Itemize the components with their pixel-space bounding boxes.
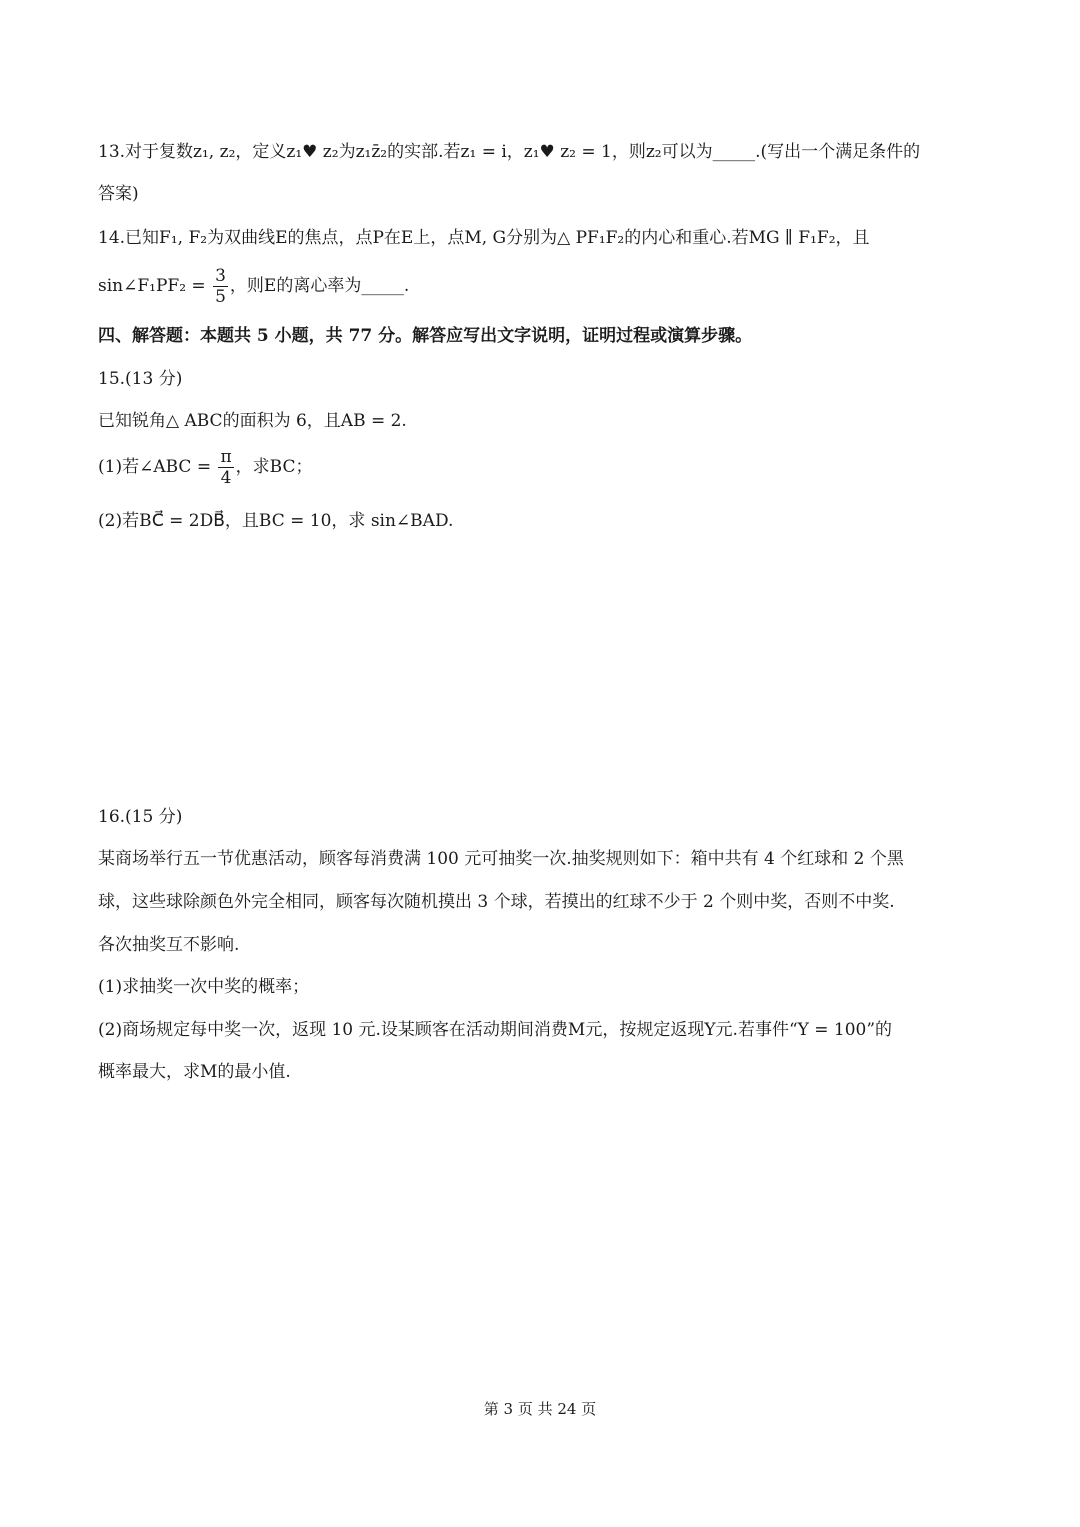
q15-frac-den: 4 xyxy=(220,468,232,488)
q16-part2-line2: 概率最大，求M的最小值. xyxy=(98,1062,291,1082)
q14-line2-prefix: sin∠F₁PF₂ = xyxy=(98,276,212,296)
q16-line1: 某商场举行五一节优惠活动，顾客每消费满 100 元可抽奖一次.抽奖规则如下：箱中共有 4 个红球和 2 个黑 xyxy=(98,849,904,869)
q16-label: 16.(15 分) xyxy=(98,807,183,827)
page-footer: 第 3 页 共 24 页 xyxy=(483,1400,597,1418)
q16-line3: 各次抽奖互不影响. xyxy=(98,935,240,955)
q14-frac-den: 5 xyxy=(215,287,226,307)
q15-fraction xyxy=(218,447,233,488)
section-heading: 四、解答题：本题共 5 小题，共 77 分。解答应写出文字说明，证明过程或演算步骤。 xyxy=(98,326,753,346)
q16-line2: 球，这些球除颜色外完全相同，顾客每次随机摸出 3 个球，若摸出的红球不少于 2 个则中奖，否则不中奖. xyxy=(98,892,895,912)
q15-part2: (2)若BC⃗ = 2DB⃗，且BC = 10，求 sin∠BAD. xyxy=(98,511,454,531)
q16-part1: (1)求抽奖一次中奖的概率； xyxy=(98,977,310,997)
q16-part2-line1: (2)商场规定每中奖一次，返现 10 元.设某顾客在活动期间消费M元，按规定返现Y元.若事件“Y = 100”的 xyxy=(98,1020,893,1040)
q15-label: 15.(13 分) xyxy=(98,369,183,389)
q15-part1-suffix: ，求BC； xyxy=(235,457,313,477)
q14-fraction xyxy=(213,266,228,307)
q15-part1-prefix: (1)若∠ABC = xyxy=(98,457,217,477)
q13-line1: 13.对于复数z₁, z₂，定义z₁♥ z₂为z₁z̄₂的实部.若z₁ = i，z₁♥ z₂ = 1，则z₂可以为_____.(写出一个满足条件的 xyxy=(98,142,921,162)
q15-frac-num: π xyxy=(220,447,232,467)
q14-line2-suffix: ，则E的离心率为_____. xyxy=(229,276,410,296)
q15-stem: 已知锐角△ ABC的面积为 6，且AB = 2. xyxy=(98,411,407,431)
q14-line1: 14.已知F₁, F₂为双曲线E的焦点，点P在E上，点M, G分别为△ PF₁F₂的内心和重心.若MG ∥ F₁F₂，且 xyxy=(98,228,870,248)
q14-frac-num: 3 xyxy=(215,266,226,286)
q15-part1 xyxy=(98,447,312,488)
q14-line2 xyxy=(98,266,409,307)
q13-line2: 答案) xyxy=(98,184,139,204)
